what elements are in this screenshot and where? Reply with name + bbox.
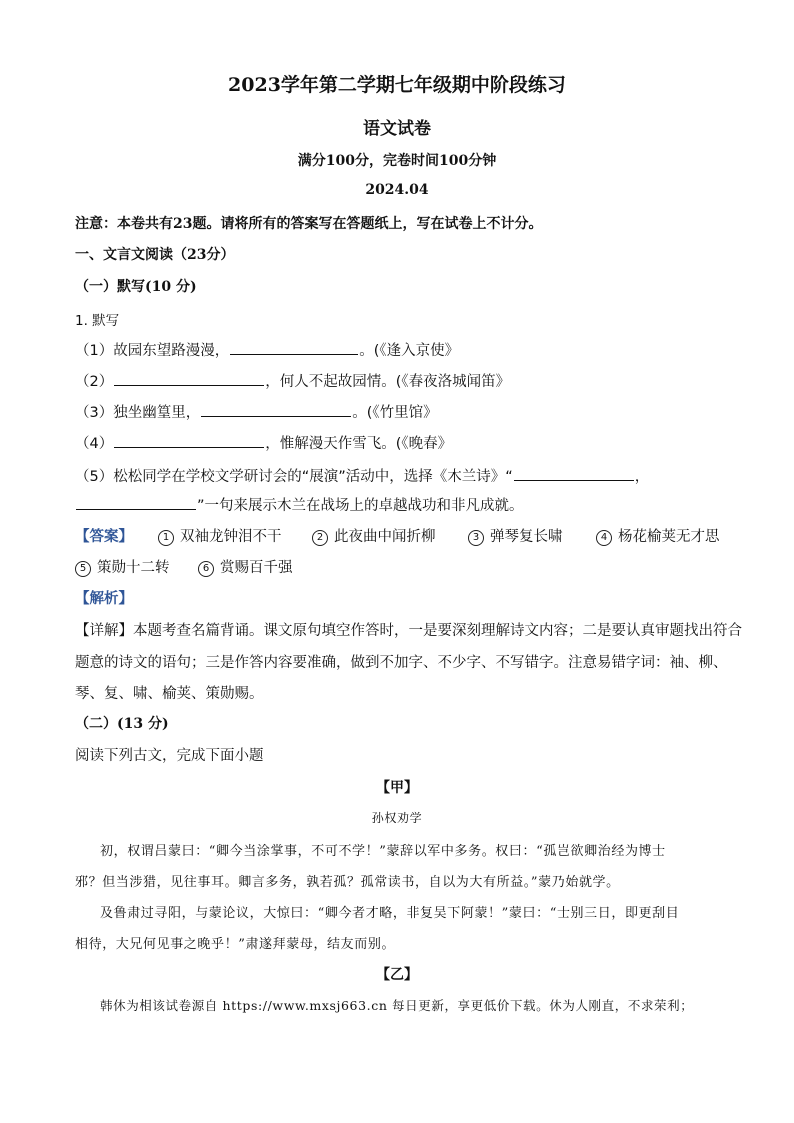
part-heading-1: （一）默写(10 分) xyxy=(75,279,197,295)
fill-item-3 xyxy=(75,401,438,422)
notice: 注意：本卷共有23题。请将所有的答案写在答题纸上，写在试卷上不计分。 xyxy=(75,216,543,232)
passage-jia-line-2: 邪？但当涉猎，见往事耳。卿言多务，孰若孤？孤常读书，自以为大有所益。”蒙乃始就学。 xyxy=(75,875,620,890)
passage-yi-label: 【乙】 xyxy=(376,967,418,983)
analysis-label: 【解析】 xyxy=(75,591,133,607)
reading-instruction: 阅读下列古文，完成下面小题 xyxy=(75,748,264,764)
fill-item-4-prefix: （4） xyxy=(75,436,114,452)
answer-label: 【答案】 xyxy=(75,529,133,545)
circled-number: 4 xyxy=(596,530,612,546)
answer-3 xyxy=(468,525,563,546)
fill-item-1 xyxy=(75,339,459,360)
answer-blank xyxy=(514,466,634,481)
answer-text: 弹琴复长啸 xyxy=(490,529,563,545)
answer-text: 策勋十二转 xyxy=(97,560,170,576)
fill-item-2-prefix: （2） xyxy=(75,374,114,390)
subject-title: 语文试卷 xyxy=(363,119,431,139)
passage-jia-title: 孙权劝学 xyxy=(371,811,423,825)
part-heading-2: （二）(13 分) xyxy=(75,716,169,732)
answer-text: 此夜曲中闻折柳 xyxy=(334,529,436,545)
answer-text: 赏赐百千强 xyxy=(220,560,293,576)
fill-item-1-prefix: （1）故园东望路漫漫， xyxy=(75,343,230,359)
detail-line-3: 琴、复、啸、榆荚、策勋赐。 xyxy=(75,686,264,702)
fill-item-2 xyxy=(75,370,510,391)
answer-4 xyxy=(596,525,720,546)
exam-title: 2023学年第二学期七年级期中阶段练习 xyxy=(228,74,566,96)
fill-item-5-text-b: ， xyxy=(634,469,650,485)
circled-number: 5 xyxy=(75,561,91,577)
passage-jia-line-1: 初，权谓吕蒙曰：“卿今当涂掌事，不可不学！”蒙辞以军中多务。权曰：“孤岂欲卿治经为博士 xyxy=(100,844,666,859)
section-heading: 一、文言文阅读（23分） xyxy=(75,247,235,263)
fill-item-1-suffix: 。(《逢入京使》 xyxy=(359,343,460,359)
fill-item-5-line-2 xyxy=(75,494,524,515)
passage-jia-label: 【甲】 xyxy=(376,780,418,796)
circled-number: 2 xyxy=(312,530,328,546)
circled-number: 1 xyxy=(158,530,174,546)
answer-1 xyxy=(158,525,282,546)
answer-6 xyxy=(198,556,293,577)
passage-jia-line-4: 相待，大兄何见事之晚乎！”肃遂拜蒙母，结友而别。 xyxy=(75,937,396,952)
answer-2 xyxy=(312,525,436,546)
answer-blank xyxy=(230,340,358,355)
fill-item-5-text-c: ”一句来展示木兰在战场上的卓越战功和非凡成就。 xyxy=(197,498,524,514)
answer-blank xyxy=(201,402,351,417)
fill-item-4-suffix: ，惟解漫天作雪飞。(《晚春》 xyxy=(265,436,453,452)
detail-line-1: 【详解】本题考查名篇背诵。课文原句填空作答时，一是要深刻理解诗文内容；二是要认真审题找出符合 xyxy=(75,623,742,639)
fill-item-3-prefix: （3）独坐幽篁里， xyxy=(75,405,201,421)
circled-number: 6 xyxy=(198,561,214,577)
exam-meta: 满分100分，完卷时间100分钟 xyxy=(297,153,497,169)
fill-item-2-suffix: ，何人不起故园情。(《春夜洛城闻笛》 xyxy=(265,374,511,390)
passage-yi-line-1: 韩休为相该试卷源自 https://www.mxsj663.cn 每日更新，享更低价下载。休为人刚直，不求荣利； xyxy=(100,998,694,1013)
detail-line-2: 题意的诗文的语句；三是作答内容要准确，做到不加字、不少字、不写错字。注意易错字词：袖、柳、 xyxy=(75,655,728,671)
answer-blank xyxy=(114,433,264,448)
fill-item-5-text-a: （5）松松同学在学校文学研讨会的“展演”活动中，选择《木兰诗》“ xyxy=(75,469,513,485)
fill-item-5-line-1 xyxy=(75,465,649,486)
circled-number: 3 xyxy=(468,530,484,546)
answer-blank xyxy=(76,495,196,510)
answer-text: 杨花榆荚无才思 xyxy=(618,529,720,545)
answer-blank xyxy=(114,371,264,386)
exam-date: 2024.04 xyxy=(365,182,429,198)
answer-text: 双袖龙钟泪不干 xyxy=(180,529,282,545)
answer-5 xyxy=(75,556,170,577)
fill-item-3-suffix: 。(《竹里馆》 xyxy=(352,405,438,421)
question-title: 1. 默写 xyxy=(75,313,120,329)
fill-item-4 xyxy=(75,432,452,453)
passage-jia-line-3: 及鲁肃过寻阳，与蒙论议，大惊曰：“卿今者才略，非复吴下阿蒙！”蒙曰：“士别三日，即更刮目 xyxy=(100,906,680,921)
